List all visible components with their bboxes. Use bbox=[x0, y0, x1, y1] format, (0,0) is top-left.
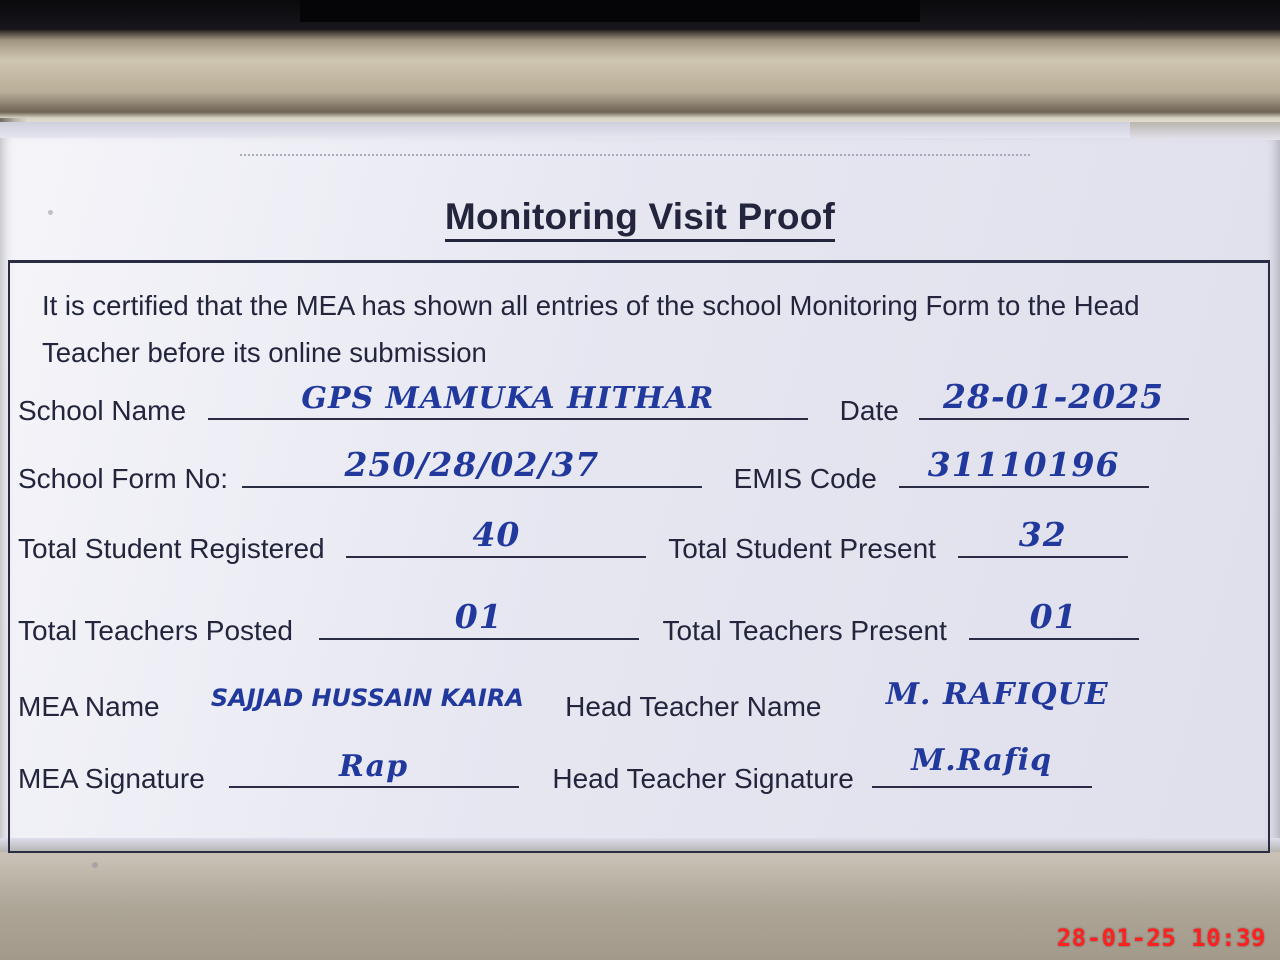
head-teacher-signature-label: Head Teacher Signature bbox=[552, 763, 854, 794]
form-content bbox=[0, 122, 1280, 852]
head-teacher-name-field[interactable] bbox=[847, 677, 1147, 716]
row-form-no-emis bbox=[18, 445, 1262, 498]
date-label: Date bbox=[839, 395, 899, 426]
total-student-present-field[interactable] bbox=[958, 515, 1128, 558]
school-form-no-label: School Form No: bbox=[18, 463, 229, 494]
paper-form bbox=[0, 122, 1280, 852]
total-teachers-posted-label: Total Teachers Posted bbox=[18, 615, 293, 646]
total-student-registered-field[interactable] bbox=[346, 515, 646, 558]
emis-code-value: 31110196 bbox=[927, 445, 1120, 484]
row-signatures bbox=[18, 743, 1262, 798]
emis-code-field[interactable] bbox=[899, 445, 1149, 488]
total-teachers-present-value: 01 bbox=[1029, 597, 1078, 636]
mea-name-field[interactable] bbox=[177, 680, 557, 716]
school-form-no-value: 250/28/02/37 bbox=[344, 445, 600, 484]
mea-name-label: MEA Name bbox=[18, 691, 160, 722]
school-name-label: School Name bbox=[18, 395, 187, 426]
school-name-value: GPS MAMUKA HITHAR bbox=[301, 381, 715, 416]
head-teacher-name-value: M. RAFIQUE bbox=[885, 677, 1109, 712]
mea-signature-value: Rap bbox=[339, 749, 409, 784]
page-title-text: Monitoring Visit Proof bbox=[445, 196, 835, 242]
total-teachers-present-field[interactable] bbox=[969, 597, 1139, 640]
row-students bbox=[18, 515, 1262, 568]
school-name-field[interactable] bbox=[208, 381, 808, 420]
total-teachers-posted-value: 01 bbox=[454, 597, 503, 636]
head-teacher-name-label: Head Teacher Name bbox=[565, 691, 822, 722]
page-title bbox=[0, 196, 1280, 238]
total-student-registered-label: Total Student Registered bbox=[18, 533, 325, 564]
row-school-name-date bbox=[18, 377, 1262, 430]
dark-band-top-inner bbox=[300, 0, 920, 22]
head-teacher-signature-value: M.Rafiq bbox=[911, 743, 1053, 778]
total-student-present-label: Total Student Present bbox=[668, 533, 936, 564]
total-teachers-present-label: Total Teachers Present bbox=[662, 615, 947, 646]
certification-text: It is certified that the MEA has shown all entries of the school Monitoring Form to the Head Teacher before its online submission bbox=[42, 290, 1140, 368]
date-value: 28-01-2025 bbox=[943, 377, 1165, 416]
total-teachers-posted-field[interactable] bbox=[319, 597, 639, 640]
total-student-registered-value: 40 bbox=[472, 515, 521, 554]
date-field[interactable] bbox=[919, 377, 1189, 420]
school-form-no-field[interactable] bbox=[242, 445, 702, 488]
head-teacher-signature-field[interactable] bbox=[872, 743, 1092, 788]
row-teachers bbox=[18, 597, 1262, 650]
camera-timestamp: 28-01-25 10:39 bbox=[1056, 924, 1266, 952]
mea-name-value: SAJJAD HUSSAIN KAIRA bbox=[210, 684, 524, 712]
emis-code-label: EMIS Code bbox=[733, 463, 877, 494]
paper-speck bbox=[92, 862, 98, 868]
mea-signature-label: MEA Signature bbox=[18, 763, 205, 794]
row-names bbox=[18, 677, 1262, 726]
total-student-present-value: 32 bbox=[1018, 515, 1067, 554]
mea-signature-field[interactable] bbox=[229, 749, 519, 788]
